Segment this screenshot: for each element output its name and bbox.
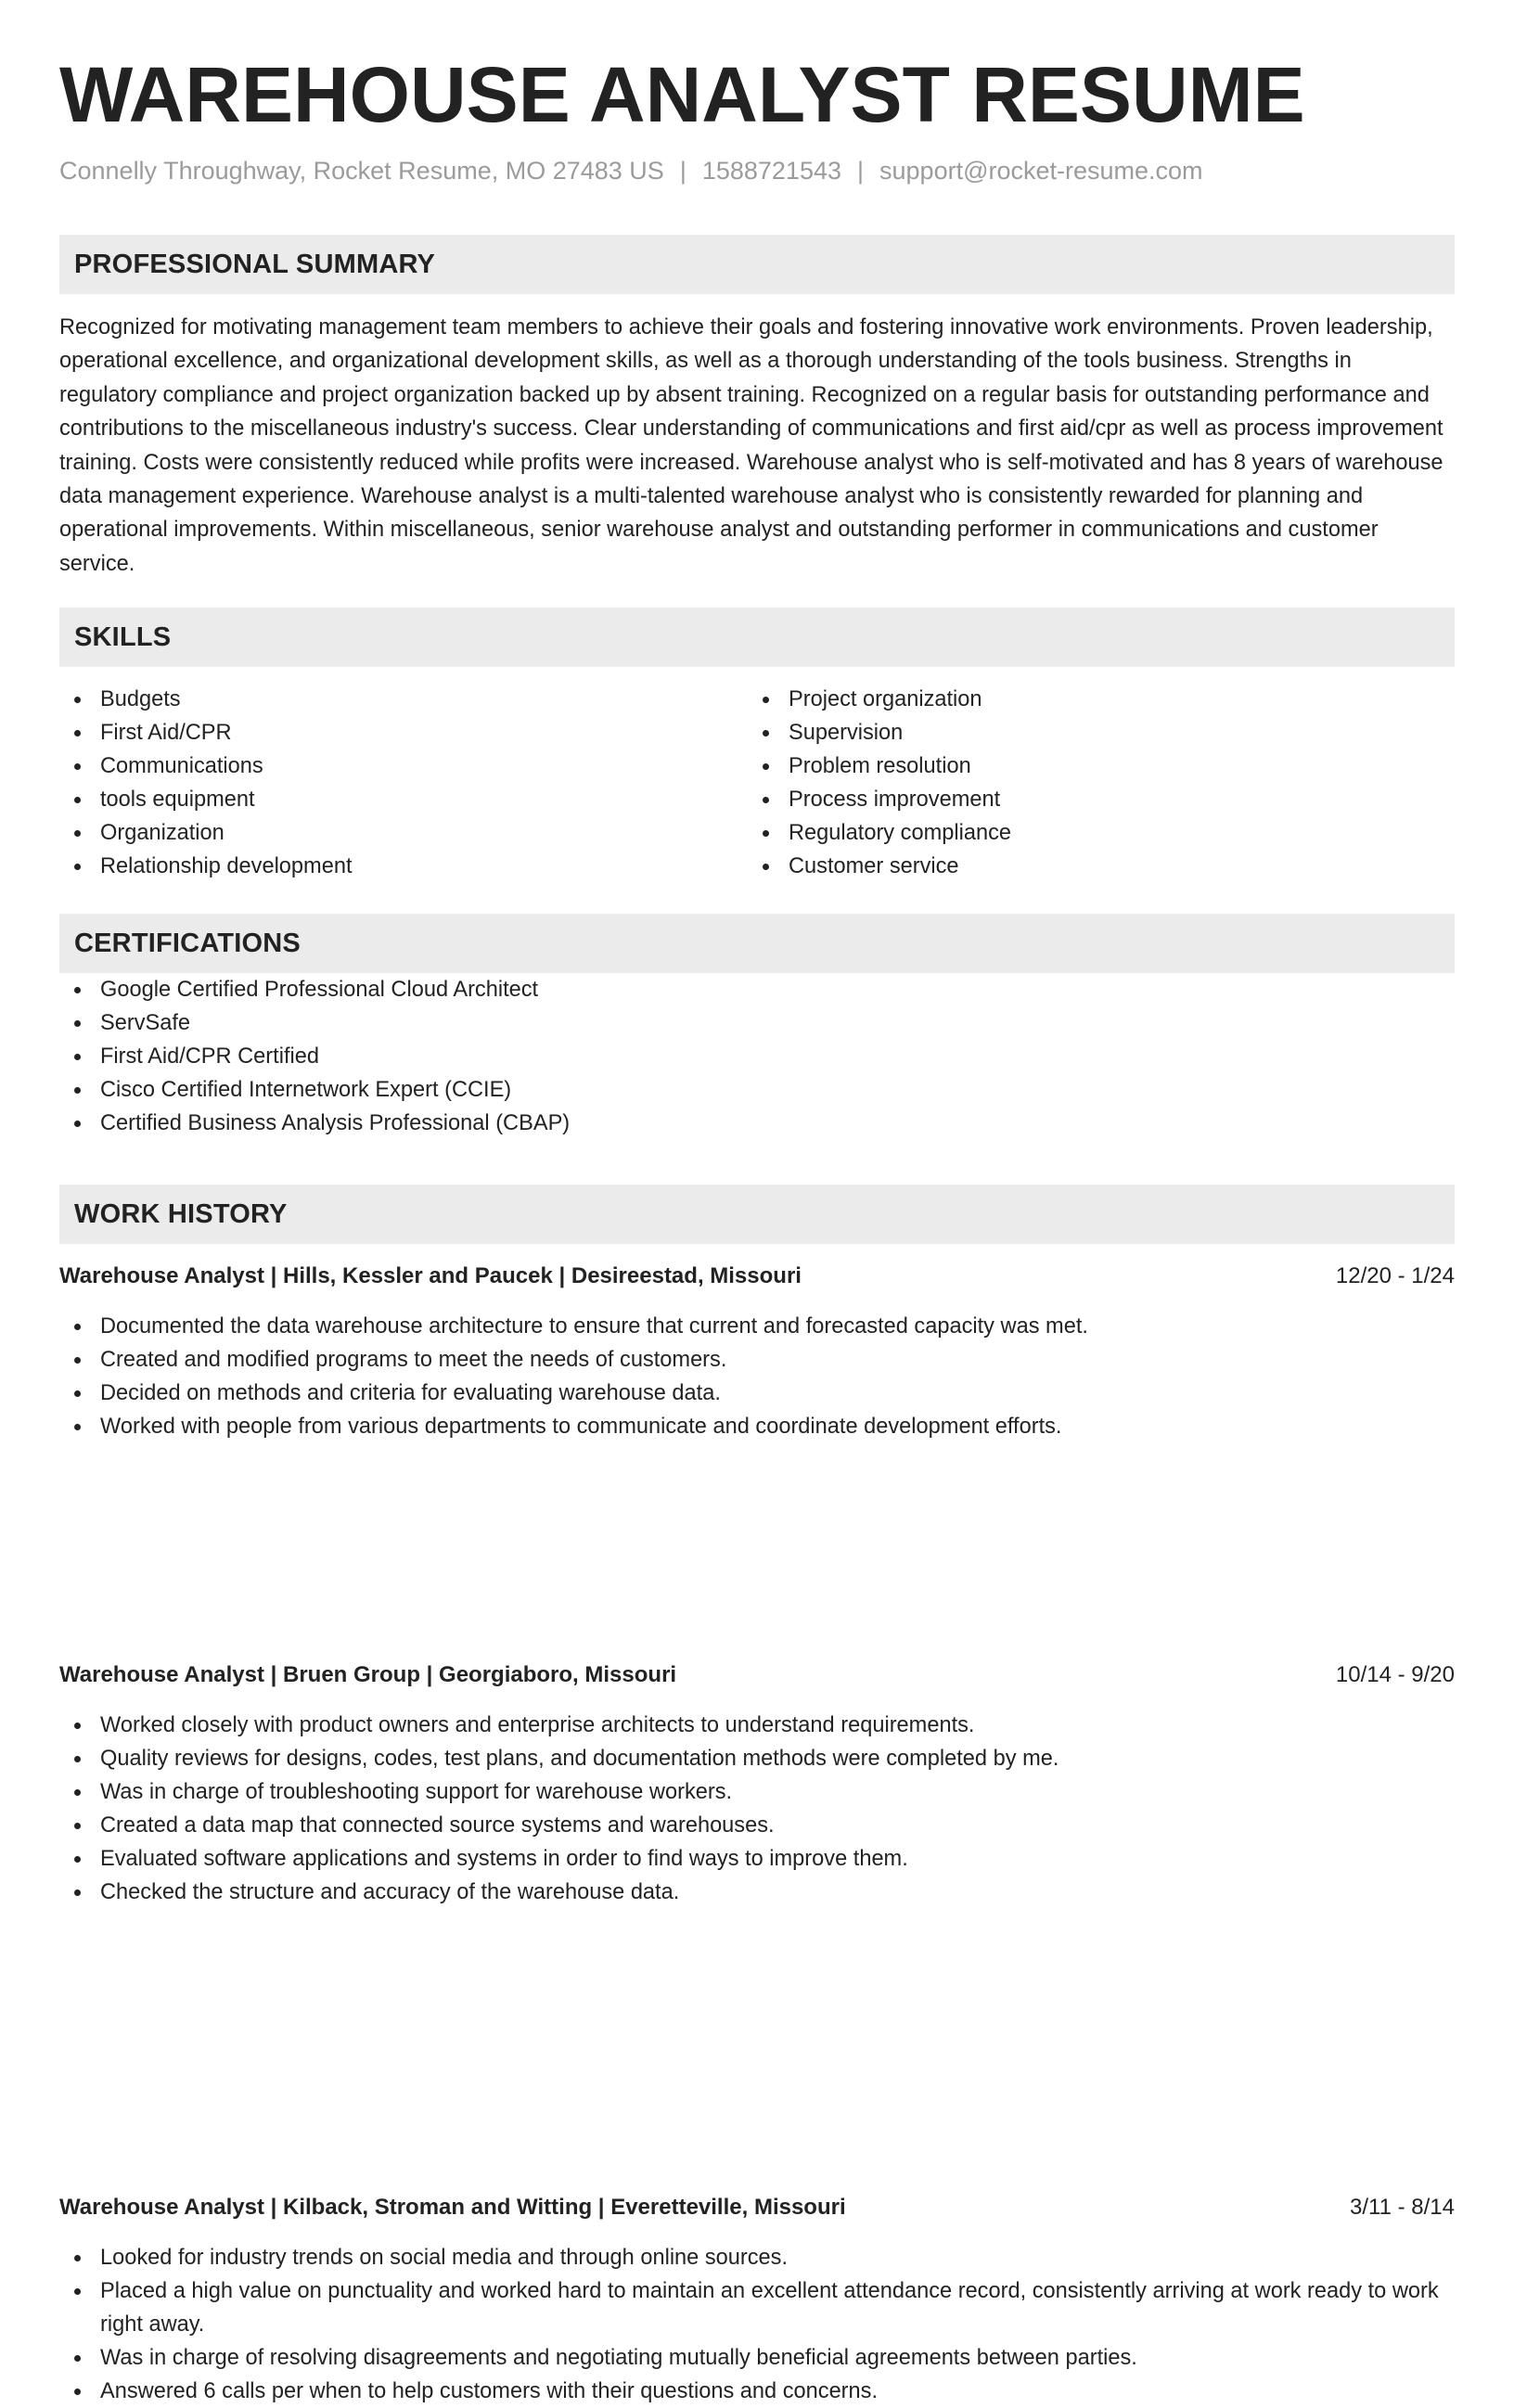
skill-label: Process improvement [789,788,1001,812]
bullet-icon [74,2255,81,2261]
skill-label: Supervision [789,721,904,745]
certification-item [59,1040,1455,1073]
bullet-icon [74,1324,81,1330]
certification-item [59,1073,1455,1107]
job-title: Warehouse Analyst | Bruen Group | Georgiaboro, Missouri [59,1662,677,1687]
skill-label: Organization [100,821,225,845]
job-entry [59,1260,1455,1443]
job-bullets [59,1310,1455,1443]
certifications-section [59,914,1455,1140]
job-bullet-text: Created and modified programs to meet the needs of customers. [100,1348,727,1372]
job-bullet [59,1876,1455,1909]
certification-label: Cisco Certified Internetwork Expert (CCIE) [100,1078,512,1102]
bullet-icon [74,797,81,803]
summary-heading: PROFESSIONAL SUMMARY [74,249,436,279]
bullet-icon [74,2355,81,2362]
work-history-header [59,1185,1455,1244]
job-bullet [59,1410,1455,1443]
job-header [59,1659,1455,1692]
contact-line [59,154,1203,187]
skill-item [748,683,1436,716]
bullet-icon [74,1020,81,1027]
job-entry [59,2191,1455,2408]
bullet-icon [74,1723,81,1729]
bullet-icon [74,1357,81,1364]
job-header [59,1260,1455,1293]
skill-item [748,816,1436,850]
skill-label: tools equipment [100,788,255,812]
skill-item [748,749,1436,783]
summary-section [59,235,1455,581]
work-history-heading: WORK HISTORY [74,1198,288,1229]
job-bullet-text: Worked closely with product owners and enterprise architects to understand requirements. [100,1713,975,1737]
job-header [59,2191,1455,2224]
job-bullet-text: Placed a high value on punctuality and worked hard to maintain an excellent attendance record, consistently arriving at work ready to work right away. [100,2279,1439,2337]
bullet-icon [763,763,769,770]
job-bullet [59,1742,1455,1775]
certification-label: First Aid/CPR Certified [100,1044,319,1069]
job-bullet-text: Decided on methods and criteria for evaluating warehouse data. [100,1381,721,1405]
resume-page [59,0,1455,2403]
certification-item [59,973,1455,1006]
bullet-icon [74,730,81,736]
job-bullet-text: Evaluated software applications and systems in order to find ways to improve them. [100,1847,908,1871]
skill-item [748,850,1436,883]
skill-item [59,683,748,716]
bullet-icon [74,1756,81,1762]
job-bullet-text: Was in charge of resolving disagreements and negotiating mutually beneficial agreements between parties. [100,2346,1137,2370]
job-bullet-text: Checked the structure and accuracy of the warehouse data. [100,1880,680,1904]
bullet-icon [74,1054,81,1060]
certifications-list [59,973,1455,1140]
job-bullet [59,2274,1455,2341]
job-dates: 12/20 - 1/24 [1335,1263,1455,1288]
contact-separator: | [857,157,865,185]
skills-section [59,608,1455,883]
job-bullet [59,1842,1455,1876]
job-dates: 3/11 - 8/14 [1350,2195,1455,2220]
bullet-icon [74,1121,81,1127]
work-history-section [59,1185,1455,1244]
skill-item [748,716,1436,749]
bullet-icon [74,1424,81,1430]
bullet-icon [74,1390,81,1397]
bullet-icon [74,697,81,703]
skill-item [59,816,748,850]
job-bullet [59,2241,1455,2274]
skill-label: Regulatory compliance [789,821,1011,845]
job-entry [59,1659,1455,1909]
job-title: Warehouse Analyst | Hills, Kessler and Paucek | Desireestad, Missouri [59,1263,802,1288]
job-dates: 10/14 - 9/20 [1335,1662,1455,1687]
summary-header [59,235,1455,294]
bullet-icon [763,830,769,837]
bullet-icon [74,1823,81,1829]
contact-separator: | [679,157,686,185]
job-bullet [59,1709,1455,1742]
contact-address: Connelly Throughway, Rocket Resume, MO 27483 US [59,157,664,185]
bullet-icon [74,2389,81,2395]
resume-title: WAREHOUSE ANALYST RESUME [59,51,1305,138]
contact-email: support@rocket-resume.com [879,157,1203,185]
skill-item [59,783,748,816]
skills-heading: SKILLS [74,621,172,652]
job-title: Warehouse Analyst | Kilback, Stroman and Witting | Everetteville, Missouri [59,2195,846,2220]
skill-item [59,850,748,883]
certifications-heading: CERTIFICATIONS [74,928,301,958]
job-bullets [59,1709,1455,1909]
job-bullet-text: Documented the data warehouse architecture to ensure that current and forecasted capacity was met. [100,1314,1088,1338]
job-bullet-text: Answered 6 calls per when to help customers with their questions and concerns. [100,2379,879,2403]
skills-left-column [59,683,748,883]
skill-item [748,783,1436,816]
job-bullet-text: Quality reviews for designs, codes, test plans, and documentation methods were completed by me. [100,1747,1059,1771]
certification-item [59,1107,1455,1140]
bullet-icon [74,763,81,770]
bullet-icon [74,987,81,993]
bullet-icon [763,697,769,703]
job-bullet [59,2341,1455,2375]
skill-label: Project organization [789,687,982,711]
skill-label: First Aid/CPR [100,721,232,745]
job-bullet [59,1343,1455,1377]
skill-label: Budgets [100,687,181,711]
bullet-icon [763,864,769,870]
job-bullet-text: Looked for industry trends on social media and through online sources. [100,2246,789,2270]
contact-phone: 1588721543 [701,157,841,185]
bullet-icon [74,1856,81,1863]
skills-grid [59,683,1455,883]
summary-text: Recognized for motivating management team members to achieve their goals and fostering innovative work environments. Proven leadership, operational excellence, and organizational development skills, as well as a thorough understanding of the tools business. Strengths in regulatory compliance and project organization backed up by absent training. Recognized on a regular basis for outstanding performance and contributions to the miscellaneous industry's success. Clear understanding of communications and first aid/cpr as well as process improvement training. Costs were consistently reduced while profits were increased. Warehouse analyst who is self-motivated and has 8 years of warehouse data management experience. Warehouse analyst is a multi-talented warehouse analyst who is consistently rewarded for planning and operational improvements. Within miscellaneous, senior warehouse analyst and outstanding performer in communications and customer service. [59,315,1443,576]
skill-item [59,749,748,783]
certification-item [59,1006,1455,1040]
job-bullet-text: Worked with people from various departments to communicate and coordinate development efforts. [100,1415,1062,1439]
bullet-icon [74,2288,81,2295]
bullet-icon [74,1889,81,1896]
skills-header [59,608,1455,667]
job-bullet-text: Was in charge of troubleshooting support for warehouse workers. [100,1780,733,1804]
job-bullets [59,2241,1455,2408]
skill-label: Problem resolution [789,754,971,778]
job-bullet-text: Created a data map that connected source systems and warehouses. [100,1813,775,1838]
bullet-icon [763,797,769,803]
skill-item [59,716,748,749]
bullet-icon [74,864,81,870]
bullet-icon [74,830,81,837]
certifications-header [59,914,1455,973]
certification-label: ServSafe [100,1011,191,1035]
bullet-icon [74,1087,81,1094]
job-bullet [59,1775,1455,1809]
skills-right-column [748,683,1436,883]
certification-label: Certified Business Analysis Professional (CBAP) [100,1111,571,1135]
bullet-icon [763,730,769,736]
job-bullet [59,1809,1455,1842]
certification-label: Google Certified Professional Cloud Architect [100,978,539,1002]
job-bullet [59,1377,1455,1410]
job-bullet [59,2375,1455,2408]
skill-label: Customer service [789,854,959,878]
bullet-icon [74,1789,81,1796]
skill-label: Communications [100,754,263,778]
skill-label: Relationship development [100,854,353,878]
job-bullet [59,1310,1455,1343]
